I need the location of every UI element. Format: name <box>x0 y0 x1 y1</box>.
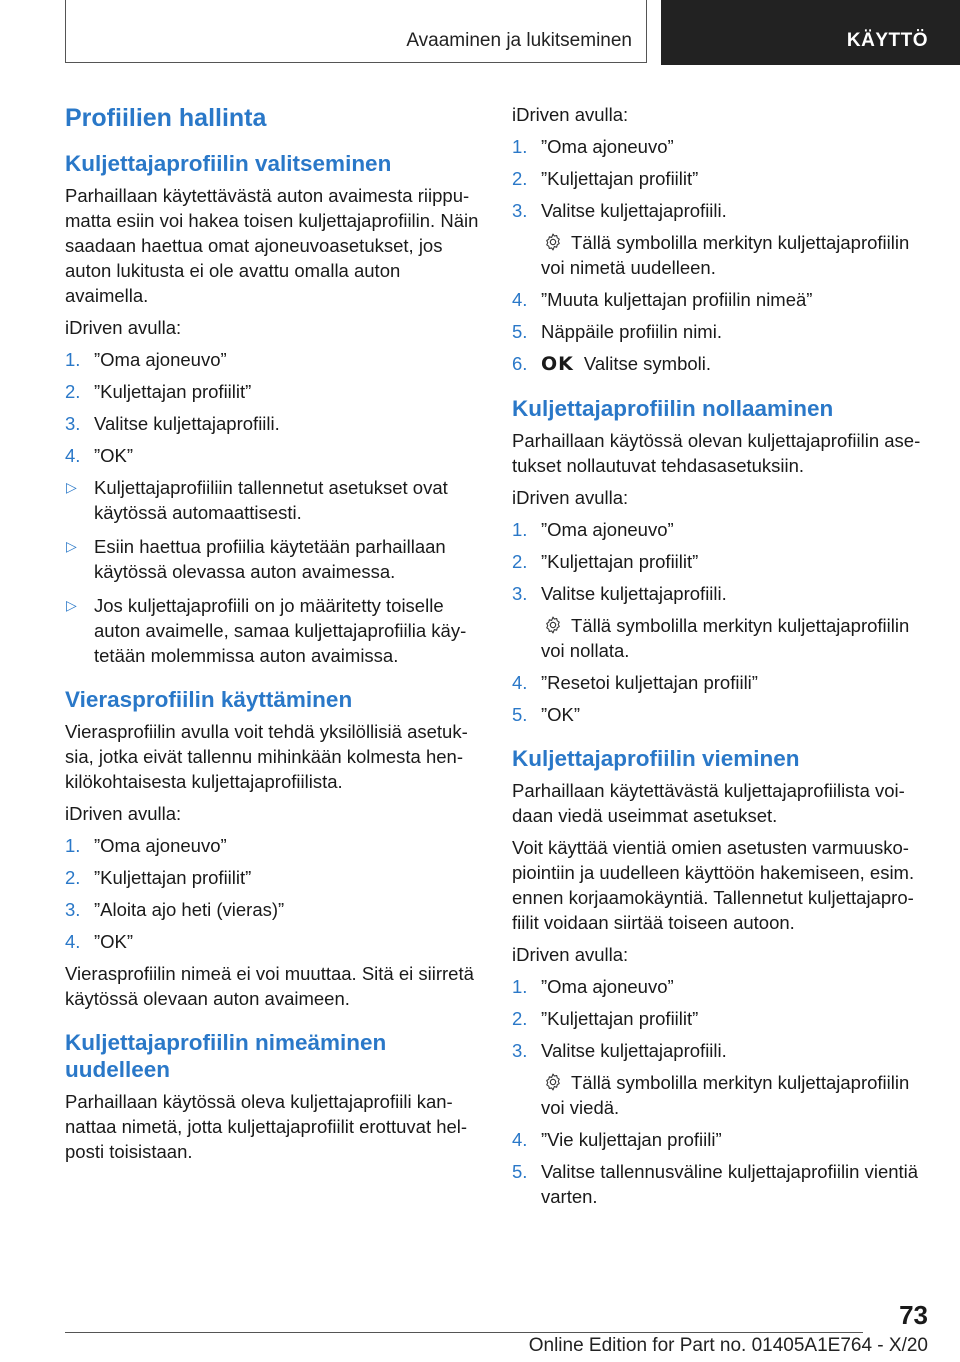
list-item <box>512 1038 932 1120</box>
chapter-tab: KÄYTTÖ <box>661 0 960 65</box>
step-number: 4. <box>512 289 528 310</box>
step-text: ”Oma ajoneuvo” <box>94 349 227 370</box>
heading-export-profile: Kuljettajaprofiilin vieminen <box>512 746 800 771</box>
steps-list <box>512 974 932 1209</box>
bullet-text: Jos kuljettajaprofiili on jo määritetty toiselle auton avaimelle, samaa kuljettajaprofiilia käytetään molemmissa auton avaimissa. <box>94 595 467 666</box>
paragraph: iDriven avulla: <box>65 317 182 338</box>
step-number: 4. <box>65 931 81 952</box>
step-text: ”Kuljettajan profiilit” <box>541 168 699 189</box>
step-text: ”OK” <box>541 704 581 725</box>
paragraph: Parhaillaan käytettävästä auton avaimesta riippumatta esiin voi hakea toisen kuljettajaprofiilin. Näin saadaan haettua omat ajoneuvoasetukset, jos auton lukitusta ei ole avattu omalla auton avaimella. <box>65 185 479 306</box>
list-item <box>512 1159 932 1209</box>
step-number: 5. <box>512 704 528 725</box>
step-number: 4. <box>65 445 81 466</box>
step-text: ”OK” <box>94 445 134 466</box>
paragraph: Parhaillaan käytettävästä kuljettajaprofiilista voidaan viedä useimmat asetukset. <box>512 780 905 826</box>
step-number: 4. <box>512 672 528 693</box>
gear-icon <box>543 1072 563 1092</box>
step-text: ”Oma ajoneuvo” <box>541 136 674 157</box>
note-text: Tällä symbolilla merkityn kuljettajaprofiilin voi viedä. <box>541 1072 910 1118</box>
list-item <box>65 443 485 468</box>
note-text: Tällä symbolilla merkityn kuljettajaprofiilin voi nollata. <box>541 615 910 661</box>
list-item <box>65 897 485 922</box>
heading-guest-profile: Vierasprofiilin käyttäminen <box>65 687 353 712</box>
list-item <box>65 865 485 890</box>
step-note <box>541 613 932 663</box>
step-number: 2. <box>512 1008 528 1029</box>
gear-icon <box>543 615 563 635</box>
step-number: 3. <box>65 899 81 920</box>
step-text: ”Oma ajoneuvo” <box>94 835 227 856</box>
paragraph: Voit käyttää vientiä omien asetusten varmuuskopiointiin ja uudelleen käyttöön hakemiseen, esim. ennen korjaamokäyntiä. Tallennetut kuljettajaprofiilit voidaan siirtää toiseen autoon. <box>512 837 915 933</box>
list-item <box>65 475 485 525</box>
paragraph: Vierasprofiilin avulla voit tehdä yksilöllisiä asetuksia, jotka eivät tallennu mihinkään kolmesta henkilökohtaisesta kuljettajaprofiilista. <box>65 721 468 792</box>
ok-symbol-icon: OK <box>541 353 574 375</box>
step-number: 1. <box>512 976 528 997</box>
edition-text: Online Edition for Part no. 01405A1E764 - X/20 <box>528 1335 928 1356</box>
paragraph: iDriven avulla: <box>512 487 629 508</box>
list-item <box>512 974 932 999</box>
step-number: 2. <box>512 168 528 189</box>
step-number: 3. <box>512 1040 528 1061</box>
list-item <box>65 411 485 436</box>
list-item <box>512 670 932 695</box>
list-item <box>512 287 932 312</box>
step-note <box>541 230 932 280</box>
heading-reset-profile: Kuljettajaprofiilin nollaaminen <box>512 396 834 421</box>
step-text: Valitse tallennusväline kuljettajaprofiilin vientiä varten. <box>541 1161 919 1207</box>
step-text: ”Aloita ajo heti (vieras)” <box>94 899 285 920</box>
step-text: ”Kuljettajan profiilit” <box>541 1008 699 1029</box>
steps-list <box>512 517 932 727</box>
list-item <box>512 581 932 663</box>
step-number: 1. <box>65 835 81 856</box>
step-text: Näppäile profiilin nimi. <box>541 321 722 342</box>
step-note <box>541 1070 932 1120</box>
step-number: 3. <box>512 200 528 221</box>
list-item <box>65 593 485 668</box>
gear-icon <box>543 232 563 252</box>
heading-rename-profile: Kuljettajaprofiilin nimeäminen uudelleen <box>65 1030 387 1082</box>
paragraph: Vierasprofiilin nimeä ei voi muuttaa. Sitä ei siirretä käytössä olevaan auton avaimeen. <box>65 963 474 1009</box>
step-number: 3. <box>65 413 81 434</box>
step-text: Valitse kuljettajaprofiili. <box>541 200 727 221</box>
step-text: ”Oma ajoneuvo” <box>541 976 674 997</box>
step-text: Valitse kuljettajaprofiili. <box>541 1040 727 1061</box>
triangle-bullet-icon: ▷ <box>66 538 77 554</box>
list-item <box>512 517 932 542</box>
steps-list <box>65 347 485 468</box>
steps-list <box>512 134 932 377</box>
step-number: 1. <box>512 136 528 157</box>
triangle-bullet-icon: ▷ <box>66 479 77 495</box>
paragraph: iDriven avulla: <box>512 944 629 965</box>
step-number: 5. <box>512 321 528 342</box>
step-number: 1. <box>65 349 81 370</box>
list-item <box>512 702 932 727</box>
step-text: Valitse symboli. <box>583 353 712 374</box>
list-item <box>512 1127 932 1152</box>
bullet-list <box>65 475 485 668</box>
list-item <box>65 534 485 584</box>
step-text: ”Kuljettajan profiilit” <box>94 867 252 888</box>
step-number: 3. <box>512 583 528 604</box>
list-item <box>65 379 485 404</box>
step-text: ”OK” <box>94 931 134 952</box>
step-text: ”Oma ajoneuvo” <box>541 519 674 540</box>
paragraph: Parhaillaan käytössä oleva kuljettajaprofiili kannattaa nimetä, jotta kuljettajaprofiilit erottuvat helposti toisistaan. <box>65 1091 468 1162</box>
paragraph: Parhaillaan käytössä olevan kuljettajaprofiilin asetukset nollautuvat tehdasasetuksiin. <box>512 430 921 476</box>
step-text: ”Resetoi kuljettajan profiili” <box>541 672 758 693</box>
steps-list <box>65 833 485 954</box>
list-item <box>65 833 485 858</box>
list-item <box>512 134 932 159</box>
step-number: 1. <box>512 519 528 540</box>
bullet-text: Kuljettajaprofiiliin tallennetut asetukset ovat käytössä automaattisesti. <box>94 477 448 523</box>
list-item <box>65 347 485 372</box>
step-number: 2. <box>65 867 81 888</box>
step-number: 2. <box>65 381 81 402</box>
page-header <box>65 0 960 65</box>
step-text: ”Kuljettajan profiilit” <box>94 381 252 402</box>
step-text: ”Muuta kuljettajan profiilin nimeä” <box>541 289 813 310</box>
list-item <box>512 166 932 191</box>
step-number: 6. <box>512 353 528 374</box>
section-title: Avaaminen ja lukitseminen <box>65 0 647 63</box>
step-text: Valitse kuljettajaprofiili. <box>541 583 727 604</box>
paragraph: iDriven avulla: <box>512 104 629 125</box>
step-text: ”Vie kuljettajan profiili” <box>541 1129 722 1150</box>
step-number: 2. <box>512 551 528 572</box>
list-item <box>512 1006 932 1031</box>
page-title: Profiilien hallinta <box>65 104 267 132</box>
step-number: 4. <box>512 1129 528 1150</box>
left-column <box>65 100 485 1171</box>
step-number: 5. <box>512 1161 528 1182</box>
right-column <box>512 102 932 1216</box>
list-item <box>512 198 932 280</box>
step-text: ”Kuljettajan profiilit” <box>541 551 699 572</box>
paragraph: iDriven avulla: <box>65 803 182 824</box>
list-item <box>512 351 932 377</box>
heading-select-profile: Kuljettajaprofiilin valitseminen <box>65 151 392 176</box>
note-text: Tällä symbolilla merkityn kuljettajaprofiilin voi nimetä uudelleen. <box>541 232 910 278</box>
list-item <box>512 549 932 574</box>
triangle-bullet-icon: ▷ <box>66 597 77 613</box>
bullet-text: Esiin haettua profiilia käytetään parhaillaan käytössä olevassa auton avaimessa. <box>94 536 446 582</box>
step-text: Valitse kuljettajaprofiili. <box>94 413 280 434</box>
page-number: 73 <box>899 1300 928 1330</box>
footer-divider <box>65 1332 863 1333</box>
list-item <box>512 319 932 344</box>
list-item <box>65 929 485 954</box>
